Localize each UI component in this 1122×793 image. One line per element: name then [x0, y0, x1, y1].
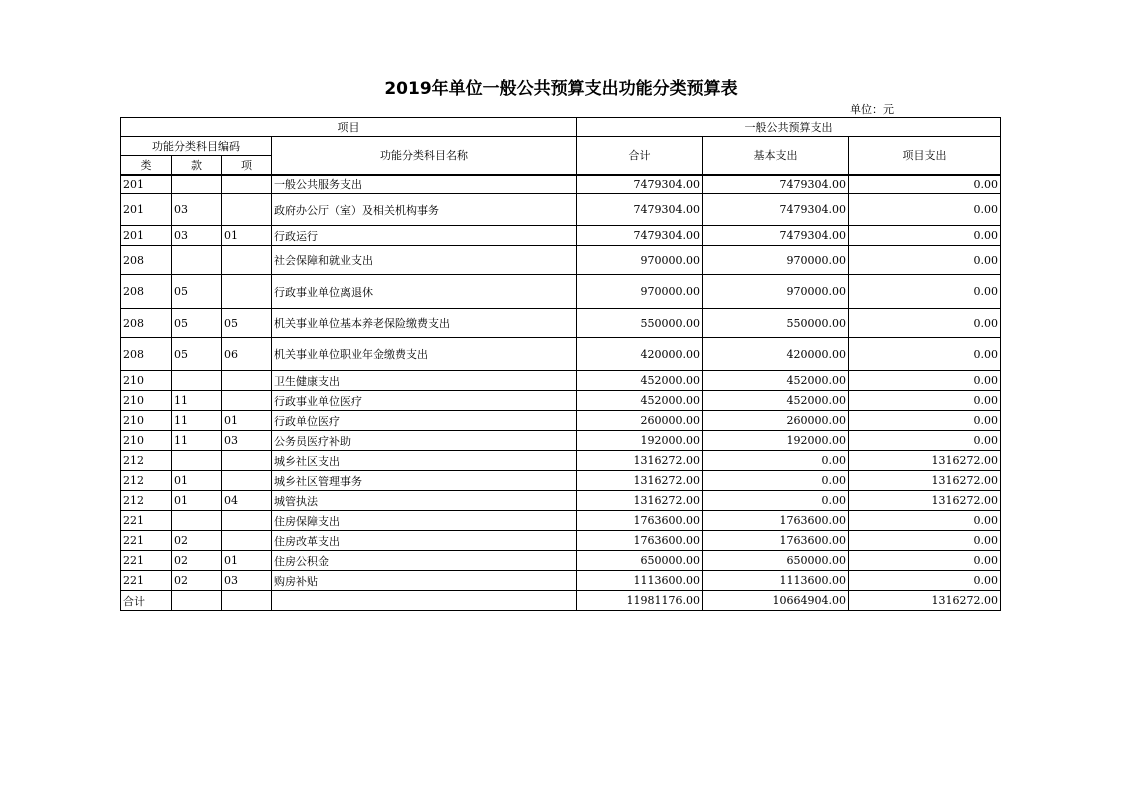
cell-lei: 201: [121, 226, 172, 246]
cell-name: 住房改革支出: [272, 531, 577, 551]
cell-project: 0.00: [849, 371, 1001, 391]
cell-kuan: 02: [172, 571, 222, 591]
cell-total: 452000.00: [577, 391, 703, 411]
table-row: [121, 391, 1001, 411]
cell-basic: 1763600.00: [703, 511, 849, 531]
cell-project: 0.00: [849, 431, 1001, 451]
cell-lei: 210: [121, 391, 172, 411]
header-total: 合计: [577, 137, 703, 175]
cell-name: 行政单位医疗: [272, 411, 577, 431]
cell-basic: 0.00: [703, 491, 849, 511]
header-lei: 类: [121, 156, 172, 175]
cell-kuan: 01: [172, 471, 222, 491]
cell-name: 公务员医疗补助: [272, 431, 577, 451]
cell-project: 0.00: [849, 531, 1001, 551]
cell-name: 机关事业单位职业年金缴费支出: [272, 338, 577, 371]
cell-kuan: [172, 175, 222, 194]
cell-total: 970000.00: [577, 275, 703, 309]
cell-project: 0.00: [849, 275, 1001, 309]
cell-xiang: [222, 511, 272, 531]
cell-basic: 452000.00: [703, 391, 849, 411]
cell-name: 城乡社区管理事务: [272, 471, 577, 491]
table-row: [121, 194, 1001, 226]
table-row: [121, 431, 1001, 451]
cell-kuan: 01: [172, 491, 222, 511]
cell-project: 0.00: [849, 551, 1001, 571]
cell-project: 1316272.00: [849, 471, 1001, 491]
cell-project: 1316272.00: [849, 451, 1001, 471]
table-row: [121, 551, 1001, 571]
table-row: [121, 246, 1001, 275]
cell-total: 550000.00: [577, 309, 703, 338]
cell-total: 1316272.00: [577, 471, 703, 491]
cell-total: 650000.00: [577, 551, 703, 571]
cell-basic: 7479304.00: [703, 226, 849, 246]
cell-total: 970000.00: [577, 246, 703, 275]
cell-lei: 212: [121, 451, 172, 471]
cell-project: 0.00: [849, 511, 1001, 531]
cell-xiang: [222, 275, 272, 309]
cell-xiang: [222, 451, 272, 471]
unit-label: 单位：元: [850, 103, 894, 116]
cell-basic: 192000.00: [703, 431, 849, 451]
cell-kuan: [172, 371, 222, 391]
cell-basic: 970000.00: [703, 246, 849, 275]
cell-project: 0.00: [849, 391, 1001, 411]
cell-lei: 201: [121, 175, 172, 194]
header-kuan: 款: [172, 156, 222, 175]
cell-total: 1316272.00: [577, 491, 703, 511]
cell-basic: 1113600.00: [703, 571, 849, 591]
cell-kuan: 05: [172, 338, 222, 371]
cell-lei: 208: [121, 338, 172, 371]
blank-kuan: [172, 591, 222, 611]
cell-project: 0.00: [849, 175, 1001, 194]
cell-total: 1316272.00: [577, 451, 703, 471]
table-row: [121, 451, 1001, 471]
header-project-exp: 项目支出: [849, 137, 1001, 175]
cell-xiang: [222, 246, 272, 275]
total-label: 合计: [121, 591, 172, 611]
table-row: [121, 531, 1001, 551]
cell-basic: 970000.00: [703, 275, 849, 309]
cell-basic: 550000.00: [703, 309, 849, 338]
total-basic: 10664904.00: [703, 591, 849, 611]
header-basic: 基本支出: [703, 137, 849, 175]
cell-project: 0.00: [849, 246, 1001, 275]
cell-xiang: 01: [222, 411, 272, 431]
cell-lei: 210: [121, 371, 172, 391]
table-row: [121, 309, 1001, 338]
cell-name: 住房公积金: [272, 551, 577, 571]
cell-project: 1316272.00: [849, 491, 1001, 511]
cell-name: 城管执法: [272, 491, 577, 511]
blank-name: [272, 591, 577, 611]
cell-kuan: 11: [172, 391, 222, 411]
cell-xiang: [222, 194, 272, 226]
cell-basic: 260000.00: [703, 411, 849, 431]
table-row: [121, 491, 1001, 511]
cell-xiang: 05: [222, 309, 272, 338]
cell-name: 购房补贴: [272, 571, 577, 591]
cell-lei: 208: [121, 275, 172, 309]
cell-basic: 420000.00: [703, 338, 849, 371]
cell-lei: 210: [121, 431, 172, 451]
cell-total: 7479304.00: [577, 194, 703, 226]
table-row: [121, 371, 1001, 391]
cell-project: 0.00: [849, 309, 1001, 338]
cell-kuan: 05: [172, 275, 222, 309]
cell-name: 社会保障和就业支出: [272, 246, 577, 275]
cell-kuan: 02: [172, 531, 222, 551]
header-xiang: 项: [222, 156, 272, 175]
cell-xiang: [222, 391, 272, 411]
cell-xiang: 03: [222, 571, 272, 591]
header-row-1: [121, 118, 1001, 137]
cell-basic: 0.00: [703, 451, 849, 471]
cell-basic: 650000.00: [703, 551, 849, 571]
cell-total: 7479304.00: [577, 226, 703, 246]
total-row: [121, 591, 1001, 611]
cell-name: 行政事业单位医疗: [272, 391, 577, 411]
cell-kuan: [172, 246, 222, 275]
cell-lei: 221: [121, 551, 172, 571]
cell-total: 7479304.00: [577, 175, 703, 194]
cell-basic: 7479304.00: [703, 194, 849, 226]
cell-lei: 208: [121, 309, 172, 338]
cell-xiang: [222, 371, 272, 391]
cell-total: 192000.00: [577, 431, 703, 451]
cell-basic: 452000.00: [703, 371, 849, 391]
cell-xiang: [222, 175, 272, 194]
cell-kuan: 02: [172, 551, 222, 571]
table-row: [121, 571, 1001, 591]
total-project: 1316272.00: [849, 591, 1001, 611]
cell-project: 0.00: [849, 411, 1001, 431]
table-row: [121, 275, 1001, 309]
cell-lei: 221: [121, 511, 172, 531]
cell-total: 1763600.00: [577, 511, 703, 531]
header-code-group: 功能分类科目编码: [121, 137, 272, 156]
cell-name: 机关事业单位基本养老保险缴费支出: [272, 309, 577, 338]
header-row-2: [121, 137, 1001, 156]
cell-name: 政府办公厅（室）及相关机构事务: [272, 194, 577, 226]
header-budget-group: 一般公共预算支出: [577, 118, 1001, 137]
cell-basic: 1763600.00: [703, 531, 849, 551]
table-row: [121, 175, 1001, 194]
cell-lei: 212: [121, 471, 172, 491]
cell-xiang: 01: [222, 551, 272, 571]
cell-xiang: 06: [222, 338, 272, 371]
cell-project: 0.00: [849, 226, 1001, 246]
cell-project: 0.00: [849, 338, 1001, 371]
page-title: 2019年单位一般公共预算支出功能分类预算表: [384, 79, 738, 99]
cell-total: 1763600.00: [577, 531, 703, 551]
table-row: [121, 338, 1001, 371]
table-row: [121, 511, 1001, 531]
cell-total: 452000.00: [577, 371, 703, 391]
cell-name: 一般公共服务支出: [272, 175, 577, 194]
cell-lei: 208: [121, 246, 172, 275]
cell-xiang: [222, 471, 272, 491]
cell-xiang: [222, 531, 272, 551]
cell-lei: 212: [121, 491, 172, 511]
table-row: [121, 226, 1001, 246]
cell-lei: 210: [121, 411, 172, 431]
cell-total: 420000.00: [577, 338, 703, 371]
cell-total: 260000.00: [577, 411, 703, 431]
cell-kuan: 05: [172, 309, 222, 338]
cell-project: 0.00: [849, 571, 1001, 591]
total-sum: 11981176.00: [577, 591, 703, 611]
header-project: 项目: [121, 118, 577, 137]
cell-kuan: [172, 511, 222, 531]
cell-lei: 221: [121, 531, 172, 551]
cell-lei: 221: [121, 571, 172, 591]
cell-total: 1113600.00: [577, 571, 703, 591]
cell-name: 行政事业单位离退休: [272, 275, 577, 309]
cell-name: 行政运行: [272, 226, 577, 246]
cell-kuan: 11: [172, 431, 222, 451]
table-row: [121, 471, 1001, 491]
cell-kuan: [172, 451, 222, 471]
cell-basic: 0.00: [703, 471, 849, 491]
cell-basic: 7479304.00: [703, 175, 849, 194]
cell-xiang: 04: [222, 491, 272, 511]
cell-kuan: 03: [172, 226, 222, 246]
blank-xiang: [222, 591, 272, 611]
table-row: [121, 411, 1001, 431]
header-name: 功能分类科目名称: [272, 137, 577, 175]
cell-kuan: 11: [172, 411, 222, 431]
cell-xiang: 01: [222, 226, 272, 246]
cell-kuan: 03: [172, 194, 222, 226]
cell-lei: 201: [121, 194, 172, 226]
cell-xiang: 03: [222, 431, 272, 451]
cell-project: 0.00: [849, 194, 1001, 226]
cell-name: 住房保障支出: [272, 511, 577, 531]
cell-name: 城乡社区支出: [272, 451, 577, 471]
cell-name: 卫生健康支出: [272, 371, 577, 391]
budget-table: [120, 117, 1001, 611]
